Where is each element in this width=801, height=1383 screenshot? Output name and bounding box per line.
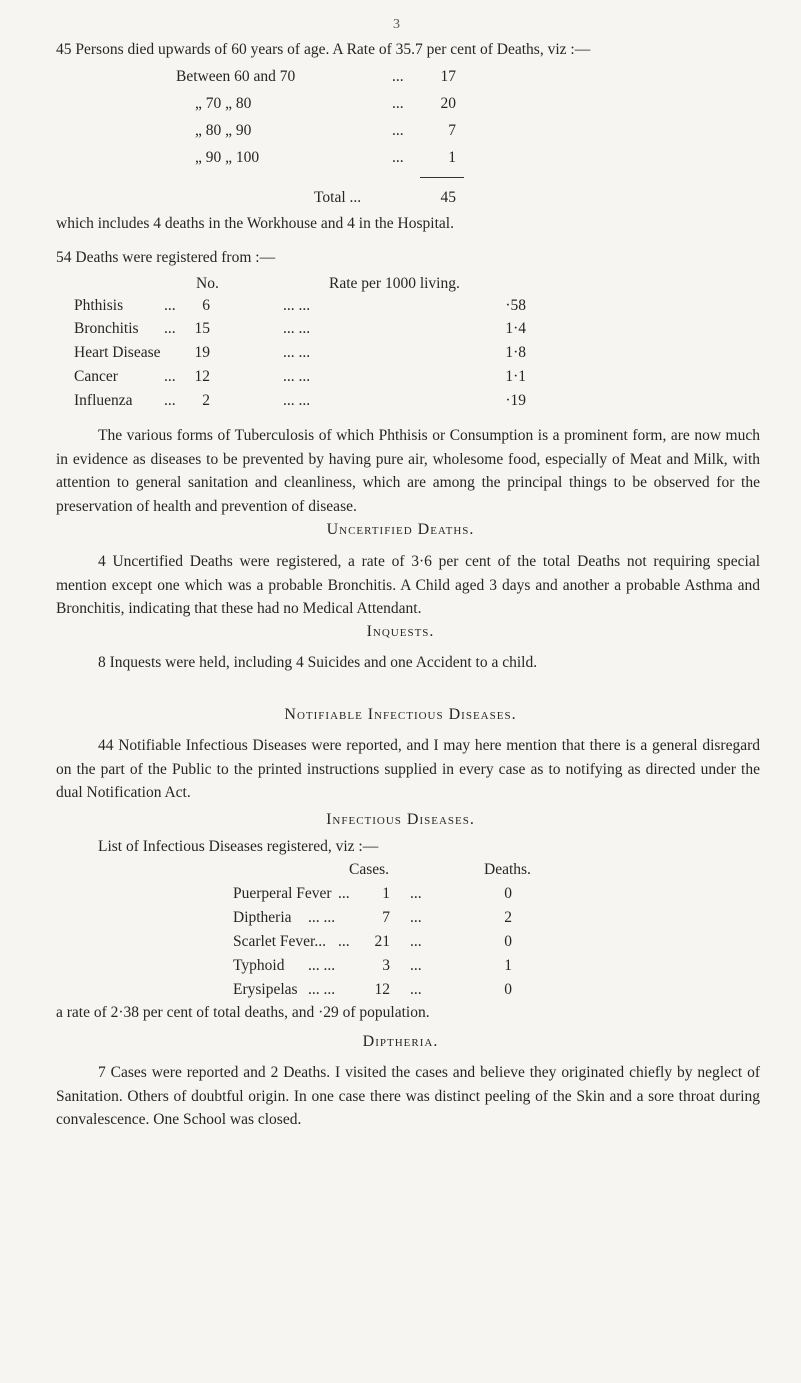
inf-dots1-4: ... ... (308, 957, 336, 974)
inf-disease-4: Typhoid (233, 957, 285, 974)
registered-col-rate: Rate per 1000 living. (329, 275, 460, 292)
reg-disease-1: Phthisis (74, 297, 124, 314)
age-count-1: 17 (440, 68, 456, 85)
uncertified-paragraph: 4 Uncertified Deaths were registered, a rate of 3·6 per cent of the total Deaths not requiring special mention except one which was a probable Bronchitis. A Child aged 3 days and another a probable Asthma and Bronchitis, indicating that these had no Medical Attendant. (56, 553, 760, 617)
age-dots-4: ... (392, 149, 404, 166)
age-intro: 45 Persons died upwards of 60 years of age. A Rate of 35.7 per cent of Deaths, viz :— (56, 41, 591, 58)
infectious-rate-note: a rate of 2·38 per cent of total deaths, and ·29 of population. (56, 1004, 430, 1021)
reg-rate-4: 1·1 (505, 368, 526, 385)
inf-dots2-1: ... (410, 885, 422, 902)
inf-dots1-2: ... ... (308, 909, 336, 926)
reg-dots1-2: ... (164, 320, 176, 337)
inf-deaths-4: 1 (504, 957, 512, 974)
reg-no-5: 2 (202, 392, 210, 409)
reg-no-4: 12 (194, 368, 210, 385)
infectious-col-deaths: Deaths. (484, 861, 531, 878)
total-rule (420, 177, 464, 178)
inf-disease-1: Puerperal Fever (233, 885, 332, 902)
reg-dots2-5: ... ... (283, 392, 311, 409)
inf-dots1-1: ... (338, 885, 350, 902)
inf-disease-5: Erysipelas (233, 981, 298, 998)
diptheria-heading: Diptheria. (362, 1033, 439, 1050)
age-count-3: 7 (448, 122, 456, 139)
inf-dots2-5: ... (410, 981, 422, 998)
reg-no-3: 19 (194, 344, 210, 361)
notifiable-paragraph: 44 Notifiable Infectious Diseases were reported, and I may here mention that there is a general disregard on the part of the Public to the printed instructions supplied in every case as to notifying as directed under the dual Notification Act. (56, 737, 760, 801)
age-count-4: 1 (448, 149, 456, 166)
age-count-2: 20 (440, 95, 456, 112)
inf-deaths-1: 0 (504, 885, 512, 902)
inf-cases-4: 3 (382, 957, 390, 974)
inf-deaths-2: 2 (504, 909, 512, 926)
reg-dots1-5: ... (164, 392, 176, 409)
age-dots-1: ... (392, 68, 404, 85)
inf-dots2-4: ... (410, 957, 422, 974)
reg-dots2-1: ... ... (283, 297, 311, 314)
inquests-heading: Inquests. (366, 623, 435, 640)
reg-dots1-1: ... (164, 297, 176, 314)
age-range-1: Between 60 and 70 (176, 68, 296, 85)
reg-no-1: 6 (202, 297, 210, 314)
age-range-2: „ 70 „ 80 (195, 95, 252, 112)
reg-no-2: 15 (194, 320, 210, 337)
inf-disease-3: Scarlet Fever... (233, 933, 326, 950)
reg-rate-2: 1·4 (505, 320, 526, 337)
reg-rate-1: ·58 (505, 297, 526, 314)
inf-cases-2: 7 (382, 909, 390, 926)
age-total-value: 45 (440, 189, 456, 206)
inf-cases-5: 12 (374, 981, 390, 998)
inf-cases-3: 21 (374, 933, 390, 950)
reg-disease-5: Influenza (74, 392, 133, 409)
inquests-paragraph: 8 Inquests were held, including 4 Suicides and one Accident to a child. (98, 654, 538, 671)
age-note: which includes 4 deaths in the Workhouse and 4 in the Hospital. (56, 215, 454, 232)
reg-disease-3: Heart Disease (74, 344, 161, 361)
age-range-4: „ 90 „ 100 (195, 149, 260, 166)
uncertified-heading: Uncertified Deaths. (326, 521, 475, 538)
reg-dots2-3: ... ... (283, 344, 311, 361)
notifiable-heading: Notifiable Infectious Diseases. (284, 706, 517, 723)
reg-dots2-4: ... ... (283, 368, 311, 385)
reg-disease-4: Cancer (74, 368, 118, 385)
infectious-intro: List of Infectious Diseases registered, viz :— (98, 838, 379, 855)
page-number: 3 (393, 17, 400, 32)
inf-cases-1: 1 (382, 885, 390, 902)
age-range-3: „ 80 „ 90 (195, 122, 252, 139)
registered-col-no: No. (196, 275, 219, 292)
reg-disease-2: Bronchitis (74, 320, 139, 337)
inf-deaths-3: 0 (504, 933, 512, 950)
tuberculosis-paragraph: The various forms of Tuberculosis of which Phthisis or Consumption is a prominent form, are now much in evidence as diseases to be prevented by having pure air, wholesome food, especially of Meat and Milk, with attention to general sanitation and cleanliness, which are among the principal things to be observed for the preservation of health and prevention of disease. (56, 427, 760, 515)
inf-dots2-3: ... (410, 933, 422, 950)
inf-dots1-5: ... ... (308, 981, 336, 998)
inf-deaths-5: 0 (504, 981, 512, 998)
age-total-label: Total ... (314, 189, 362, 206)
reg-dots2-2: ... ... (283, 320, 311, 337)
age-dots-2: ... (392, 95, 404, 112)
inf-dots1-3: ... (338, 933, 350, 950)
infectious-col-cases: Cases. (349, 861, 390, 878)
inf-disease-2: Diptheria (233, 909, 292, 926)
infectious-heading: Infectious Diseases. (326, 811, 475, 828)
diptheria-paragraph: 7 Cases were reported and 2 Deaths. I visited the cases and believe they originated chiefly by neglect of Sanitation. Others of doubtful origin. In one case there was distinct peeling of the Skin and a sore throat during convalescence. One School was closed. (56, 1064, 760, 1128)
age-dots-3: ... (392, 122, 404, 139)
registered-intro: 54 Deaths were registered from :— (56, 249, 276, 266)
inf-dots2-2: ... (410, 909, 422, 926)
reg-rate-5: ·19 (505, 392, 526, 409)
reg-rate-3: 1·8 (505, 344, 526, 361)
reg-dots1-4: ... (164, 368, 176, 385)
